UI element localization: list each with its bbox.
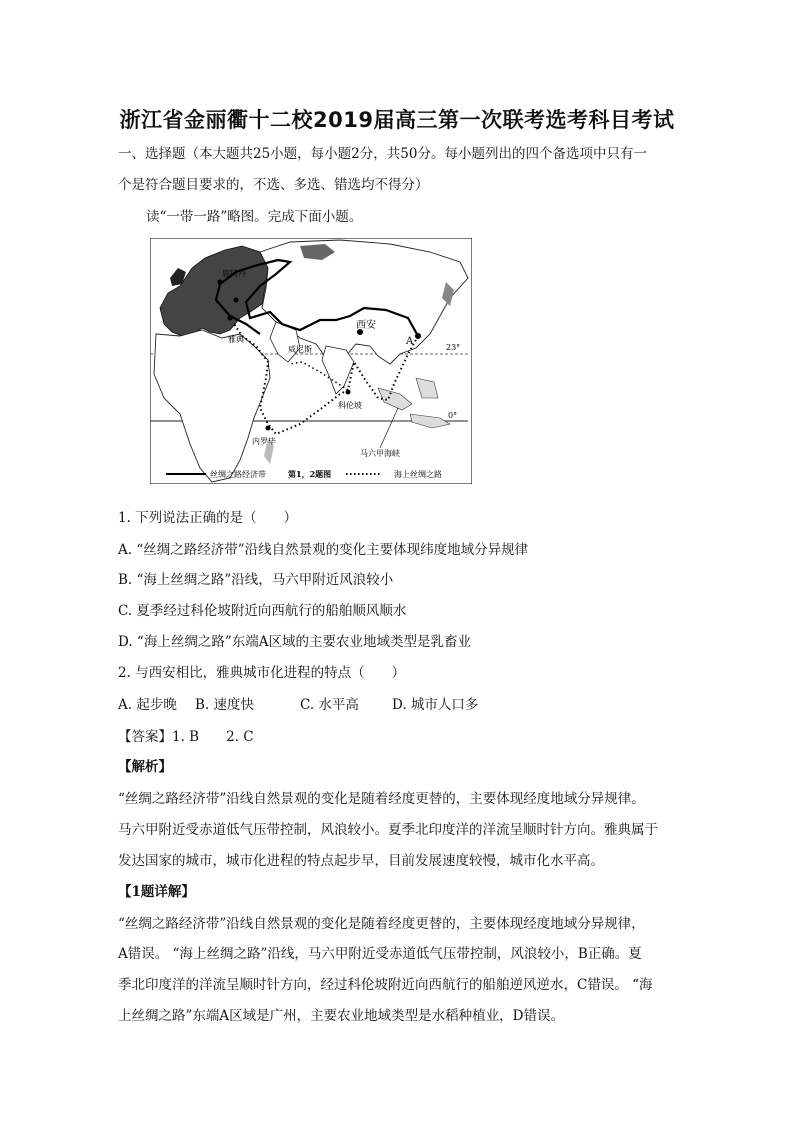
city-marker-venice [234, 298, 239, 303]
analysis-line-3: 发达国家的城市，城市化进程的特点起步早，目前发展速度较慢，城市化水平高。 [118, 853, 604, 869]
city-marker-nairobi [266, 426, 271, 431]
label-nairobi: 内罗毕 [252, 437, 276, 446]
question-2-option-d: D. 城市人口多 [392, 697, 479, 713]
question-2-option-b: B. 速度快 [195, 697, 255, 713]
analysis-line-1: “丝绸之路经济带”沿线自然景观的变化是随着经度更替的，主要体现经度地域分异规律。 [118, 791, 645, 807]
detail-line-1: “丝绸之路经济带”沿线自然景观的变化是随着经度更替的，主要体现经度地域分异规律， [118, 916, 645, 932]
city-marker-colombo [346, 390, 351, 395]
detail-line-3: 季北印度洋的洋流呈顺时针方向，经过科伦坡附近向西航行的船舶逆风逆水，C错误。 “海 [118, 977, 653, 993]
question-intro: 读“一带一路”略图。完成下面小题。 [146, 209, 363, 225]
belt-road-map [150, 238, 472, 484]
page-title: 浙江省金丽衢十二校2019届高三第一次联考选考科目考试 [119, 108, 675, 132]
label-a: A [406, 336, 414, 347]
analysis-heading: 【解析】 [118, 759, 172, 775]
section-instruction-line-1: 一、选择题（本大题共25小题，每小题2分，共50分。每小题列出的四个备选项中只有一 [118, 146, 647, 162]
detail-line-2: A错误。 “海上丝绸之路”沿线，马六甲附近受赤道低气压带控制，风浪较小，B正确。夏 [118, 946, 642, 962]
label-malacca: 马六甲海峡 [360, 449, 400, 458]
label-lat-23: 23° [446, 343, 461, 352]
question-1-option-a: A. “丝绸之路经济带”沿线自然景观的变化主要体现纬度地域分异规律 [118, 542, 529, 558]
city-marker-athens [228, 316, 233, 321]
legend-land-label: 丝绸之路经济带 [210, 470, 266, 479]
section-instruction-line-2: 个是符合题目要求的，不选、多选、错选均不得分） [118, 177, 429, 193]
label-athens: 雅典 [228, 335, 244, 344]
question-1-stem: 1. 下列说法正确的是（ ） [118, 510, 298, 526]
label-lat-0: 0° [448, 411, 458, 420]
analysis-line-2: 马六甲附近受赤道低气压带控制，风浪较小。夏季北印度洋的洋流呈顺时针方向。雅典属于 [118, 822, 658, 838]
label-xian: 西安 [356, 320, 376, 331]
detail-heading: 【1题详解】 [118, 884, 195, 900]
label-rotterdam: 鹿特丹 [222, 269, 246, 278]
city-marker-rotterdam [218, 280, 223, 285]
label-colombo: 科伦坡 [338, 401, 362, 410]
question-1-option-c: C. 夏季经过科伦坡附近向西航行的船舶顺风顺水 [118, 603, 407, 619]
question-1-option-d: D. “海上丝绸之路”东端A区域的主要农业地域类型是乳畜业 [118, 634, 471, 650]
detail-line-4: 上丝绸之路”东端A区域是广州，主要农业地域类型是水稻种植业，D错误。 [118, 1008, 564, 1024]
answer-line: 【答案】1. B 2. C [118, 729, 254, 745]
question-2-option-a: A. 起步晚 [118, 697, 177, 713]
question-2-option-c: C. 水平高 [300, 697, 359, 713]
label-venice: 威尼斯 [288, 345, 312, 354]
question-2-stem: 2. 与西安相比，雅典城市化进程的特点（ ） [118, 665, 406, 681]
legend-sea-label: 海上丝绸之路 [394, 470, 442, 479]
legend-caption: 第1，2题图 [288, 469, 332, 479]
city-marker-a [415, 333, 421, 339]
question-1-option-b: B. “海上丝绸之路”沿线，马六甲附近风浪较小 [118, 572, 394, 588]
